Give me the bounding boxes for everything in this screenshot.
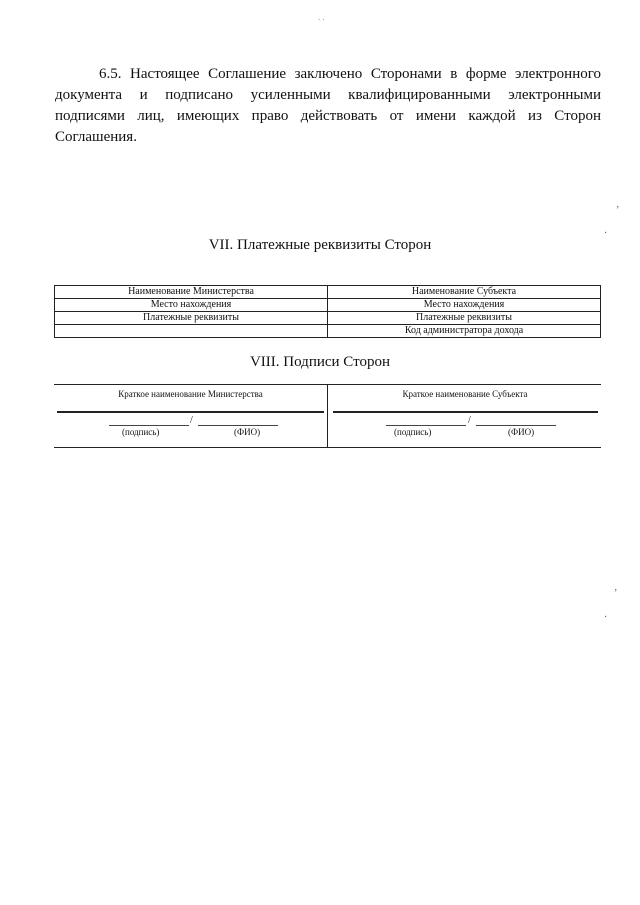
subject-cell: Платежные реквизиты (328, 312, 601, 325)
ministry-signature-caption: (подпись) (122, 427, 160, 437)
subject-signature-line (386, 425, 466, 426)
subject-cell: Место нахождения (328, 299, 601, 312)
subject-cell: Наименование Субъекта (328, 286, 601, 299)
subject-short-name-label: Краткое наименование Субъекта (402, 389, 528, 399)
ministry-fio-line (198, 425, 278, 426)
table-row (55, 312, 601, 325)
ministry-cell: Место нахождения (55, 299, 328, 312)
ministry-cell (55, 325, 328, 338)
clause-text: Настоящее Соглашение заключено Сторонами в форме электронного документа и подписано усиленными квалифицированными электронными подписями лиц, имеющих право действовать от имени каждой из Сторон Соглашения. (55, 66, 602, 145)
ministry-name-line (57, 411, 324, 413)
ministry-signature-column (54, 385, 327, 447)
table-row (55, 286, 601, 299)
subject-name-line (333, 411, 598, 413)
clause-6-5 (55, 64, 601, 148)
ministry-fio-caption: (ФИО) (234, 427, 261, 437)
subject-fio-caption: (ФИО) (508, 427, 535, 437)
clause-number: 6.5. (99, 66, 122, 82)
ministry-cell: Наименование Министерства (55, 286, 328, 299)
section-8-heading: VIII. Подписи Сторон (249, 354, 391, 370)
payment-details-table (54, 285, 601, 338)
subject-cell: Код администратора дохода (328, 325, 601, 338)
subject-separator: / (468, 415, 471, 426)
ministry-signature-line (109, 425, 189, 426)
subject-signature-caption: (подпись) (394, 427, 432, 437)
table-row (55, 299, 601, 312)
section-7-heading: VII. Платежные реквизиты Сторон (208, 237, 432, 253)
subject-fio-line (476, 425, 556, 426)
scan-speck: · (604, 228, 608, 239)
ministry-short-name-label: Краткое наименование Министерства (118, 389, 263, 399)
scan-speck: ʼ (616, 205, 620, 216)
scan-speck: · · (318, 16, 325, 24)
ministry-cell: Платежные реквизиты (55, 312, 328, 325)
table-row (55, 325, 601, 338)
ministry-separator: / (190, 415, 193, 426)
subject-signature-column (327, 385, 602, 447)
scan-speck: · (604, 612, 608, 623)
scan-speck: ʼ (614, 588, 618, 599)
signatures-block (54, 384, 601, 448)
